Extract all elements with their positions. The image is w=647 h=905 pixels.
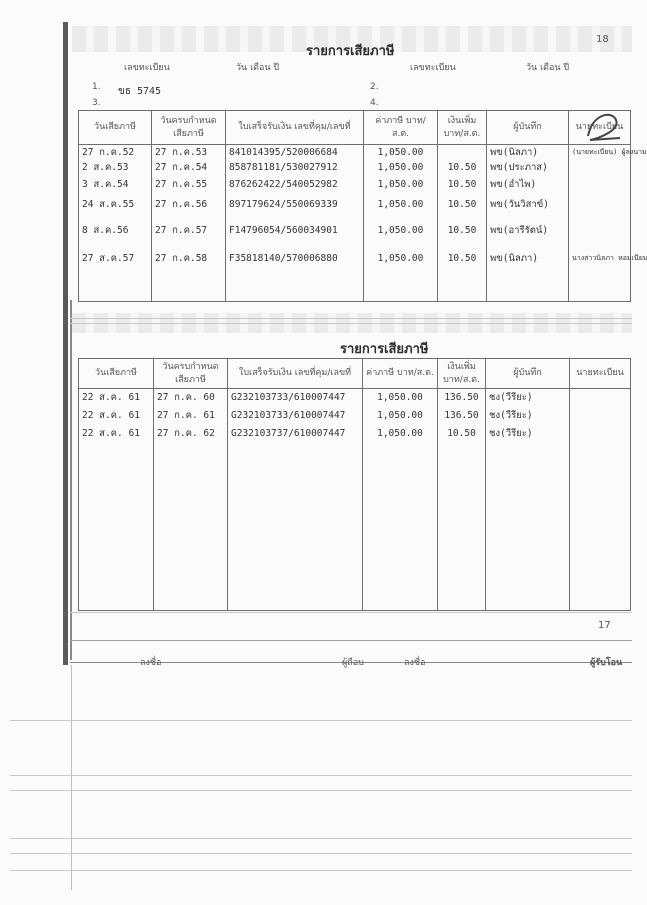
cell-recorder: ชง(วีรียะ) [486,389,570,407]
page-number-top: 18 [596,34,609,45]
cell-paid-date: 27 ก.ค.52 [79,145,152,161]
cell-registrar [570,425,631,443]
footer-sign-left: ลงชื่อ [140,658,162,668]
scan-streak [10,775,632,776]
cell-tax: 1,050.00 [363,389,438,407]
reg-row1-number: 1. [92,82,101,92]
cell-recorder: พข(นิลภา) [487,145,569,161]
cell-paid-date: 3 ส.ค.54 [79,175,152,193]
cell-surcharge: 10.50 [438,215,487,245]
table-row [79,215,631,245]
cell-registrar [570,389,631,407]
tax-table-2 [78,358,631,611]
cell-receipt: F14796054/560034901 [226,215,364,245]
col-header-receipt: ใบเสร็จรับเงิน เลขที่คุม/เลขที่ [226,111,364,145]
cell-surcharge: 10.50 [438,245,487,271]
table-header-row [79,111,631,145]
registrar-signature [582,108,626,146]
reg-row1-plate: ขธ 5745 [118,86,162,97]
scan-streak [70,640,632,641]
cell-paid-date: 24 ส.ค.55 [79,193,152,215]
table-row-empty [79,443,631,611]
cell-due-date: 27 ก.ค. 60 [154,389,228,407]
col-header-registrar: นายทะเบียน [570,359,631,389]
cell-recorder: พข(วันวิสาข์) [487,193,569,215]
scan-streak [10,853,632,854]
binding-shadow [63,22,68,665]
footer-receiver: ผู้รับโอน [590,658,623,668]
cell-tax: 1,050.00 [363,425,438,443]
col-header-tax: ค่าภาษี บาท/ส.ต. [363,359,438,389]
cell-registrar: นางสาวนิลภา หอมเนียม [569,245,631,271]
cell-tax: 1,050.00 [364,215,438,245]
reg-label-right: เลขทะเบียน [410,63,456,73]
cell-due-date: 27 ก.ค.56 [152,193,226,215]
cell-due-date: 27 ก.ค. 62 [154,425,228,443]
cell-surcharge: 10.50 [438,160,487,175]
reg-row2-number: 2. [370,82,379,92]
cell-registrar [570,407,631,425]
cell-surcharge: 136.50 [438,389,486,407]
scan-streak [10,870,632,871]
cell-receipt: 876262422/540052982 [226,175,364,193]
table-row [79,389,631,407]
cell-receipt: 841014395/520006684 [226,145,364,161]
col-header-paid-date: วันเสียภาษี [79,111,152,145]
reg-row4-number: 4. [370,98,379,108]
scan-streak [70,612,632,613]
cell-receipt: 858781181/530027912 [226,160,364,175]
cell-due-date: 27 ก.ค.58 [152,245,226,271]
col-header-due-date: วันครบกำหนด เสียภาษี [152,111,226,145]
binding-line-faint [71,665,72,890]
cell-due-date: 27 ก.ค.57 [152,215,226,245]
cell-tax: 1,050.00 [364,245,438,271]
cell-recorder: พข(ประภาส) [487,160,569,175]
binding-shadow-lower [70,300,72,660]
reg-label-left: เลขทะเบียน [124,63,170,73]
cell-receipt: G232103737/610007447 [228,425,363,443]
table-row [79,175,631,193]
cell-paid-date: 22 ส.ค. 61 [79,425,154,443]
table-row-empty [79,271,631,301]
section2-title: รายการเสียภาษี [340,342,429,357]
col-header-paid-date: วันเสียภาษี [79,359,154,389]
cell-due-date: 27 ก.ค.54 [152,160,226,175]
cell-recorder: ชง(วีรียะ) [486,407,570,425]
cell-receipt: G232103733/610007447 [228,389,363,407]
cell-registrar [569,175,631,193]
cell-recorder: พข(อำไพ) [487,175,569,193]
table-row [79,407,631,425]
cell-paid-date: 8 ส.ค.56 [79,215,152,245]
cell-tax: 1,050.00 [363,407,438,425]
cell-receipt: F35818140/570006880 [226,245,364,271]
cell-due-date: 27 ก.ค.55 [152,175,226,193]
cell-recorder: ชง(วีรียะ) [486,425,570,443]
page-number-bottom: 17 [598,620,611,631]
cell-tax: 1,050.00 [364,175,438,193]
cell-recorder: พข(นิลภา) [487,245,569,271]
cell-surcharge: 10.50 [438,425,486,443]
cell-registrar [569,160,631,175]
reg-row3-number: 3. [92,98,101,108]
cell-receipt: G232103733/610007447 [228,407,363,425]
col-header-recorder: ผู้บันทึก [487,111,569,145]
scan-streak [10,720,632,721]
col-header-receipt: ใบเสร็จรับเงิน เลขที่คุม/เลขที่ [228,359,363,389]
cell-tax: 1,050.00 [364,145,438,161]
cell-paid-date: 27 ส.ค.57 [79,245,152,271]
col-header-recorder: ผู้บันทึก [486,359,570,389]
col-header-registrar: นายทะเบียน [569,111,631,145]
cell-registrar: (นายทะเบียน) ผู้ลงนาม [569,145,631,161]
cell-tax: 1,050.00 [364,193,438,215]
section1-title: รายการเสียภาษี [306,44,395,59]
scan-streak [70,318,632,319]
scan-streak [10,790,632,791]
cell-surcharge [438,145,487,161]
cell-surcharge: 10.50 [438,175,487,193]
scan-streak [70,323,632,324]
cell-due-date: 27 ก.ค.53 [152,145,226,161]
cell-surcharge: 136.50 [438,407,486,425]
table-row [79,245,631,271]
table-row [79,425,631,443]
cell-surcharge: 10.50 [438,193,487,215]
date-label-right: วัน เดือน ปี [526,63,570,73]
cell-paid-date: 22 ส.ค. 61 [79,389,154,407]
scan-streak [10,838,632,839]
table-row [79,160,631,175]
cell-tax: 1,050.00 [364,160,438,175]
col-header-surcharge: เงินเพิ่ม บาท/ส.ต. [438,359,486,389]
date-label-left: วัน เดือน ปี [236,63,280,73]
footer-holder: ผู้ถือบ [342,658,364,668]
cell-due-date: 27 ก.ค. 61 [154,407,228,425]
col-header-tax: ค่าภาษี บาท/ส.ต. [364,111,438,145]
cell-receipt: 897179624/550069339 [226,193,364,215]
col-header-surcharge: เงินเพิ่ม บาท/ส.ต. [438,111,487,145]
table-row [79,193,631,215]
col-header-due-date: วันครบกำหนด เสียภาษี [154,359,228,389]
cell-registrar [569,215,631,245]
cell-registrar [569,193,631,215]
cell-paid-date: 2 ส.ค.53 [79,160,152,175]
table-row [79,145,631,161]
cell-recorder: พข(อารีรัตน์) [487,215,569,245]
table-header-row [79,359,631,389]
cell-paid-date: 22 ส.ค. 61 [79,407,154,425]
footer-sign-mid: ลงชื่อ [404,658,426,668]
tax-table-1 [78,110,647,302]
